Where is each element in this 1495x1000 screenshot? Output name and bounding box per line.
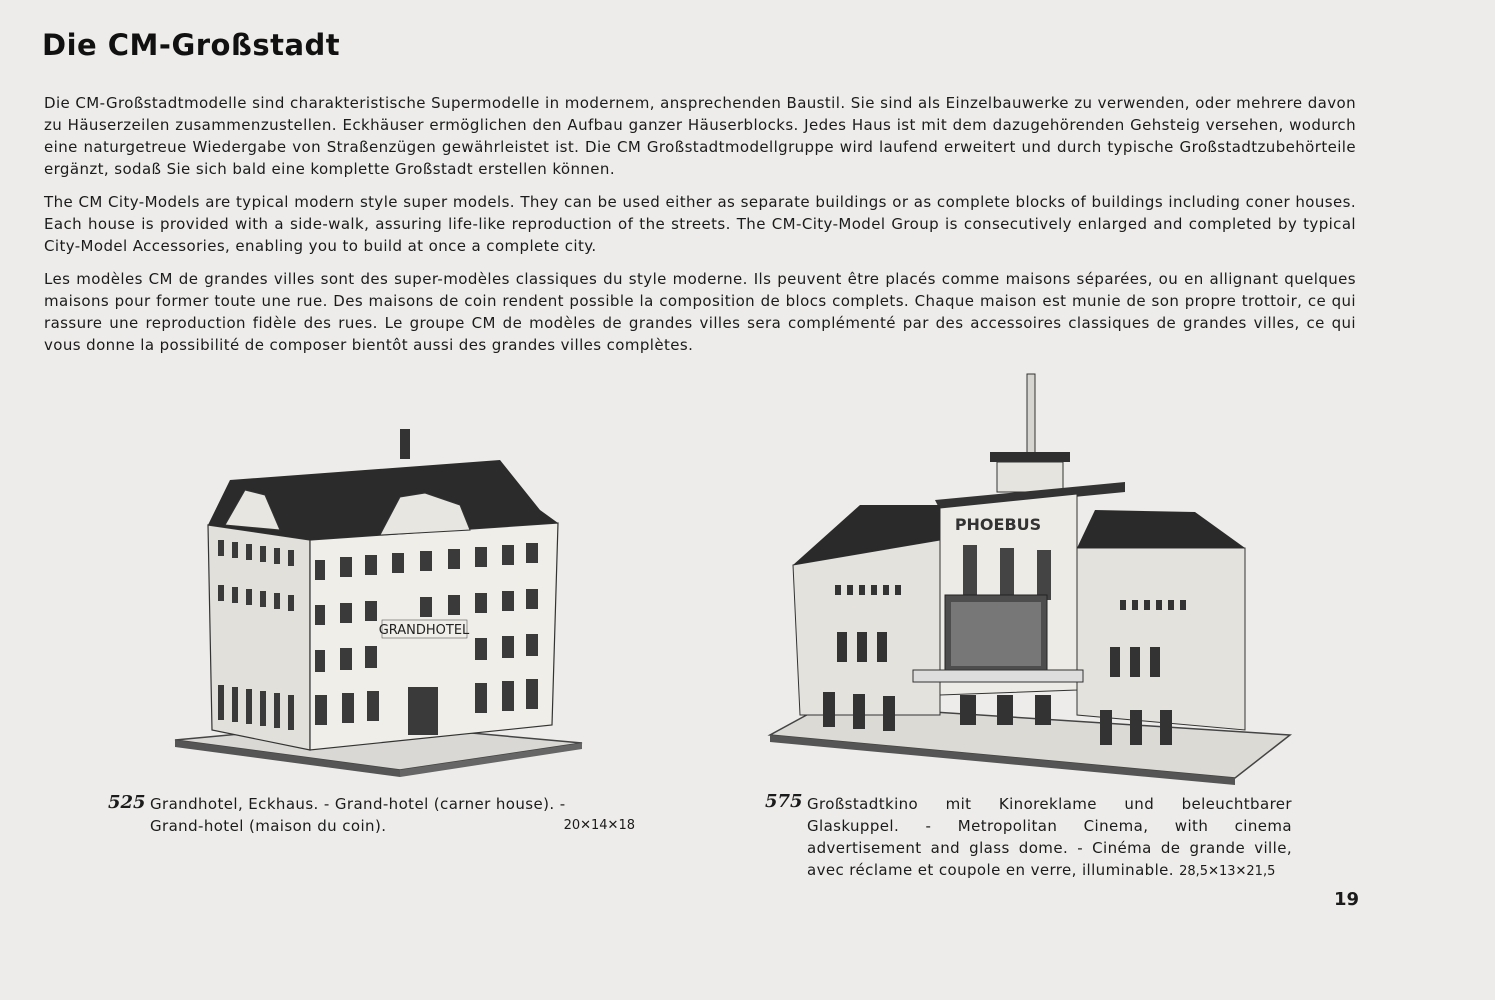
grandhotel-sign: GRANDHOTEL	[378, 623, 470, 638]
paragraph-german: Die CM-Großstadtmodelle sind charakteristische Supermodelle in modernem, ansprechenden Baustil. Sie sind als Einzelbauwerke zu verwenden, oder mehrere davon zu Häuserzeilen zusammenzustellen. Eckhäuser ermöglichen den Aufbau ganzer Häuserblocks. Jedes Haus ist mit dem dazugehörenden Gehsteig versehen, wodurch eine naturgetreue Wiedergabe von Straßenzügen gewährleistet ist. Die CM Großstadtmodellgruppe wird laufend erweitert und durch typische Großstadtzubehörteile ergänzt, sodaß Sie sich bald eine komplette Großstadt erstellen können.	[44, 94, 1356, 178]
grandhotel-dimensions: 20✕14✕18	[563, 818, 635, 833]
caption-grandhotel	[150, 793, 635, 837]
model-number-525: 525	[108, 792, 146, 813]
caption-grandhotel-line2: Grand-hotel (maison du coin).	[150, 817, 387, 835]
phoebus-dimensions: 28,5✕13✕21,5	[1179, 864, 1276, 879]
phoebus-sign: PHOEBUS	[954, 515, 1042, 534]
caption-phoebus-text: Großstadtkino mit Kinoreklame und beleuchtbarer Glaskuppel. - Metropolitan Cinema, with cinema advertisement and glass dome. - Cinéma de grande ville, avec réclame et coupole en verre, illuminable.	[807, 795, 1292, 879]
grandhotel-model-image	[170, 425, 590, 785]
phoebus-cinema-model-image	[765, 370, 1295, 785]
model-number-575: 575	[765, 791, 803, 812]
paragraph-french: Les modèles CM de grandes villes sont des super-modèles classiques du style moderne. Ils peuvent être placés comme maisons séparées, ou en allignant quelques maisons pour former toute une rue. Des maisons de coin rendent possible la composition de blocs complets. Chaque maison est munie de son propre trottoir, ce qui rassure une reproduction fidèle des rues. Le groupe CM de modèles de grandes villes sera complémenté par des accessoires classiques de grandes villes, ce qui vous donne la possibilité de composer bientôt aussi des grandes villes complètes.	[44, 270, 1356, 354]
page-title: Die CM-Großstadt	[42, 28, 341, 62]
caption-phoebus-cinema	[807, 793, 1292, 883]
caption-grandhotel-line1: Grandhotel, Eckhaus. - Grand-hotel (carner house). -	[150, 795, 566, 813]
paragraph-english: The CM City-Models are typical modern style super models. They can be used either as separate buildings or as complete blocks of buildings including coner houses. Each house is provided with a side-walk, assuring life-like reproduction of the streets. The CM-City-Model Group is consecutively enlarged and completed by typical City-Model Accessories, enabling you to build at once a complete city.	[44, 193, 1356, 255]
page-number: 19	[1334, 889, 1360, 910]
